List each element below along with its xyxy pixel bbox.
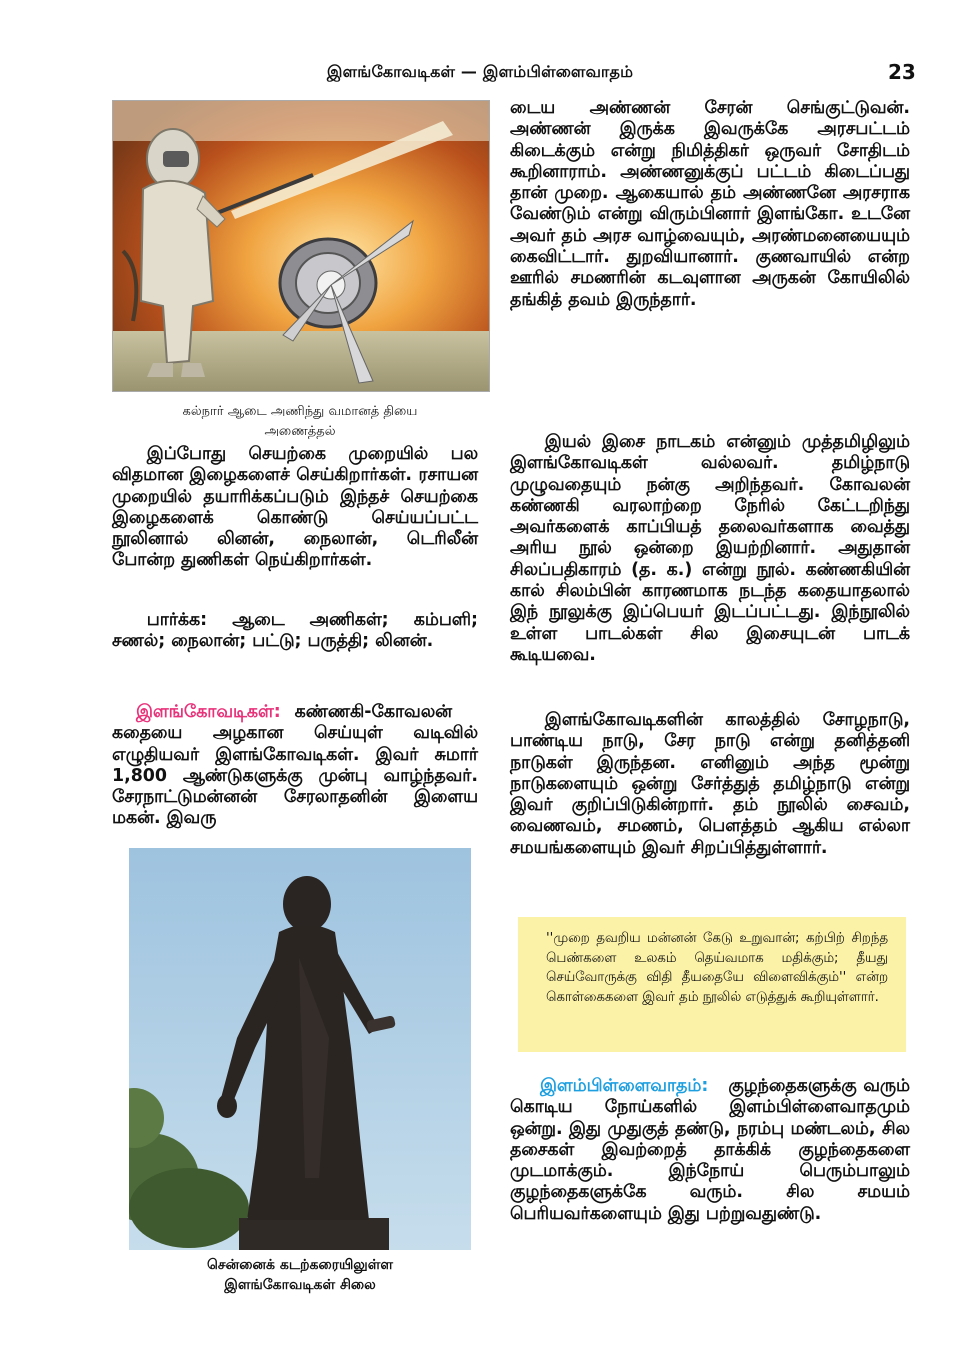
- polio-heading: இளம்பிள்ளைவாதம்:: [540, 1076, 709, 1096]
- quote-text: ''முறை தவறிய மன்னன் கேடு உறுவான்; கற்பிற் சிறந்த பெண்களை உலகம் தெய்வமாக மதிக்கும்; தீயது செய்வோருக்கு விதி தீயதையே விளைவிக்கும்'' என்ற கொள்கைகளை இவர் தம் நூலில் எடுத்துக் கூறியுள்ளார்.: [546, 931, 888, 1005]
- page-number: 23: [888, 60, 916, 84]
- quote-box: [518, 917, 906, 1052]
- ilango-paragraph: [112, 702, 478, 830]
- statue-photo: [129, 848, 471, 1250]
- polio-paragraph: [510, 1076, 910, 1225]
- right-para-2: இயல் இசை நாடகம் என்னும் முத்தமிழிலும் இளங்கோவடிகள் வல்லவர். தமிழ்நாடு முழுவதையும் நன்கு அறிந்தவர். கோவலன் கண்ணகி வரலாற்றை நேரில் கேட்டறிந்து அவர்களைக் காப்பியத் தலைவர்களாக வைத்து அரிய நூல் ஒன்றை இயற்றினார். அதுதான் சிலப்பதிகாரம் (த. க.) என்று நூல். கண்ணகியின் கால் சிலம்பின் காரணமாக நடந்த கதையாதலால் இந் நூலுக்கு இப்பெயர் இடப்பட்டது. இந்நூலில் உள்ள பாடல்கள் சில இசையுடன் பாடக் கூடியவை.: [510, 432, 910, 665]
- statue-caption-line1: சென்னைக் கடற்கரையிலுள்ள: [207, 1257, 393, 1273]
- fire-suit-image: [113, 101, 489, 391]
- right-para-3: இளங்கோவடிகளின் காலத்தில் சோழநாடு, பாண்டிய நாடு, சேர நாடு என்று தனித்தனி நாடுகள் இருந்தன. எனினும் அந்த மூன்று நாடுகளையும் ஒன்று சேர்த்துத் தமிழ்நாடு என்று இவர் குறிப்பிடுகின்றார். தம் நூலில் சைவம், வைணவம், சமணம், பௌத்தம் ஆகிய எல்லா சமயங்களையும் இவர் சிறப்பித்துள்ளார்.: [510, 710, 910, 858]
- fire-suit-caption-line1: கல்நார் ஆடை அணிந்து வமானத் தியை: [182, 404, 418, 419]
- fire-suit-illustration: [112, 100, 490, 392]
- statue-image: [129, 848, 471, 1250]
- right-para-1: டைய அண்ணன் சேரன் செங்குட்டுவன். அண்ணன் இருக்க இவருக்கே அரசபட்டம் கிடைக்கும் என்று நிமித்திகர் ஒருவர் சோதிடம் கூறினாராம். அண்ணனுக்குப் பட்டம் கிடைப்பது தான் முறை. ஆகையால் தம் அண்ணனே அரசராக வேண்டும் என்று விரும்பினார் இளங்கோ. உடனே அவர் தம் அரச வாழ்வையும், அரண்மனையையும் கைவிட்டார். துறவியானார். குணவாயில் என்ற ஊரில் சமணரின் கடவுளான அருகன் கோயிலில் தங்கித் தவம் இருந்தார்.: [510, 98, 910, 310]
- fire-suit-caption-line2: அணைத்தல்: [264, 424, 336, 439]
- fire-suit-caption: [112, 402, 488, 442]
- statue-caption: [129, 1255, 471, 1295]
- synthetic-fibre-paragraph: இப்போது செயற்கை முறையில் பல விதமான இழைகளைச் செய்கிறார்கள். ரசாயன முறையில் தயாரிக்கப்படும் இந்தச் செயற்கை இழைகளைக் கொண்டு செய்யப்பட்ட நூலினால் லினன், நைலான், டெரிலீன் போன்ற துணிகள் நெய்கிறார்கள்.: [112, 444, 478, 571]
- statue-caption-line2: இளங்கோவடிகள் சிலை: [224, 1277, 376, 1293]
- ilango-heading: இளங்கோவடிகள்:: [136, 702, 281, 722]
- ilango-body: கண்ணகி-கோவலன் கதையை அழகான செய்யுள் வடிவில் எழுதியவர் இளங்கோவடிகள். இவர் சுமார் 1,800 ஆண்டுகளுக்கு முன்பு வாழ்ந்தவர். சேரநாட்டுமன்னன் சேரலாதனின் இளைய மகன். இவரு: [112, 702, 478, 829]
- polio-body: குழந்தைகளுக்கு வரும் கொடிய நோய்களில் இளம்பிள்ளைவாதமும் ஒன்று. இது முதுகுத் தண்டு, நரம்பு மண்டலம், சில தசைகள் இவற்றைத் தாக்கிக் குழந்தைகளை முடமாக்கும். இந்நோய் பெரும்பாலும் குழந்தைகளுக்கே வரும். சில சமயம் பெரியவர்களையும் இது பற்றுவதுண்டு.: [510, 1076, 910, 1224]
- see-also-paragraph: பார்க்க: ஆடை அணிகள்; கம்பளி; சணல்; நைலான்; பட்டு; பருத்தி; லினன்.: [112, 610, 478, 652]
- running-header: இளங்கோவடிகள் — இளம்பிள்ளைவாதம்: [326, 62, 634, 81]
